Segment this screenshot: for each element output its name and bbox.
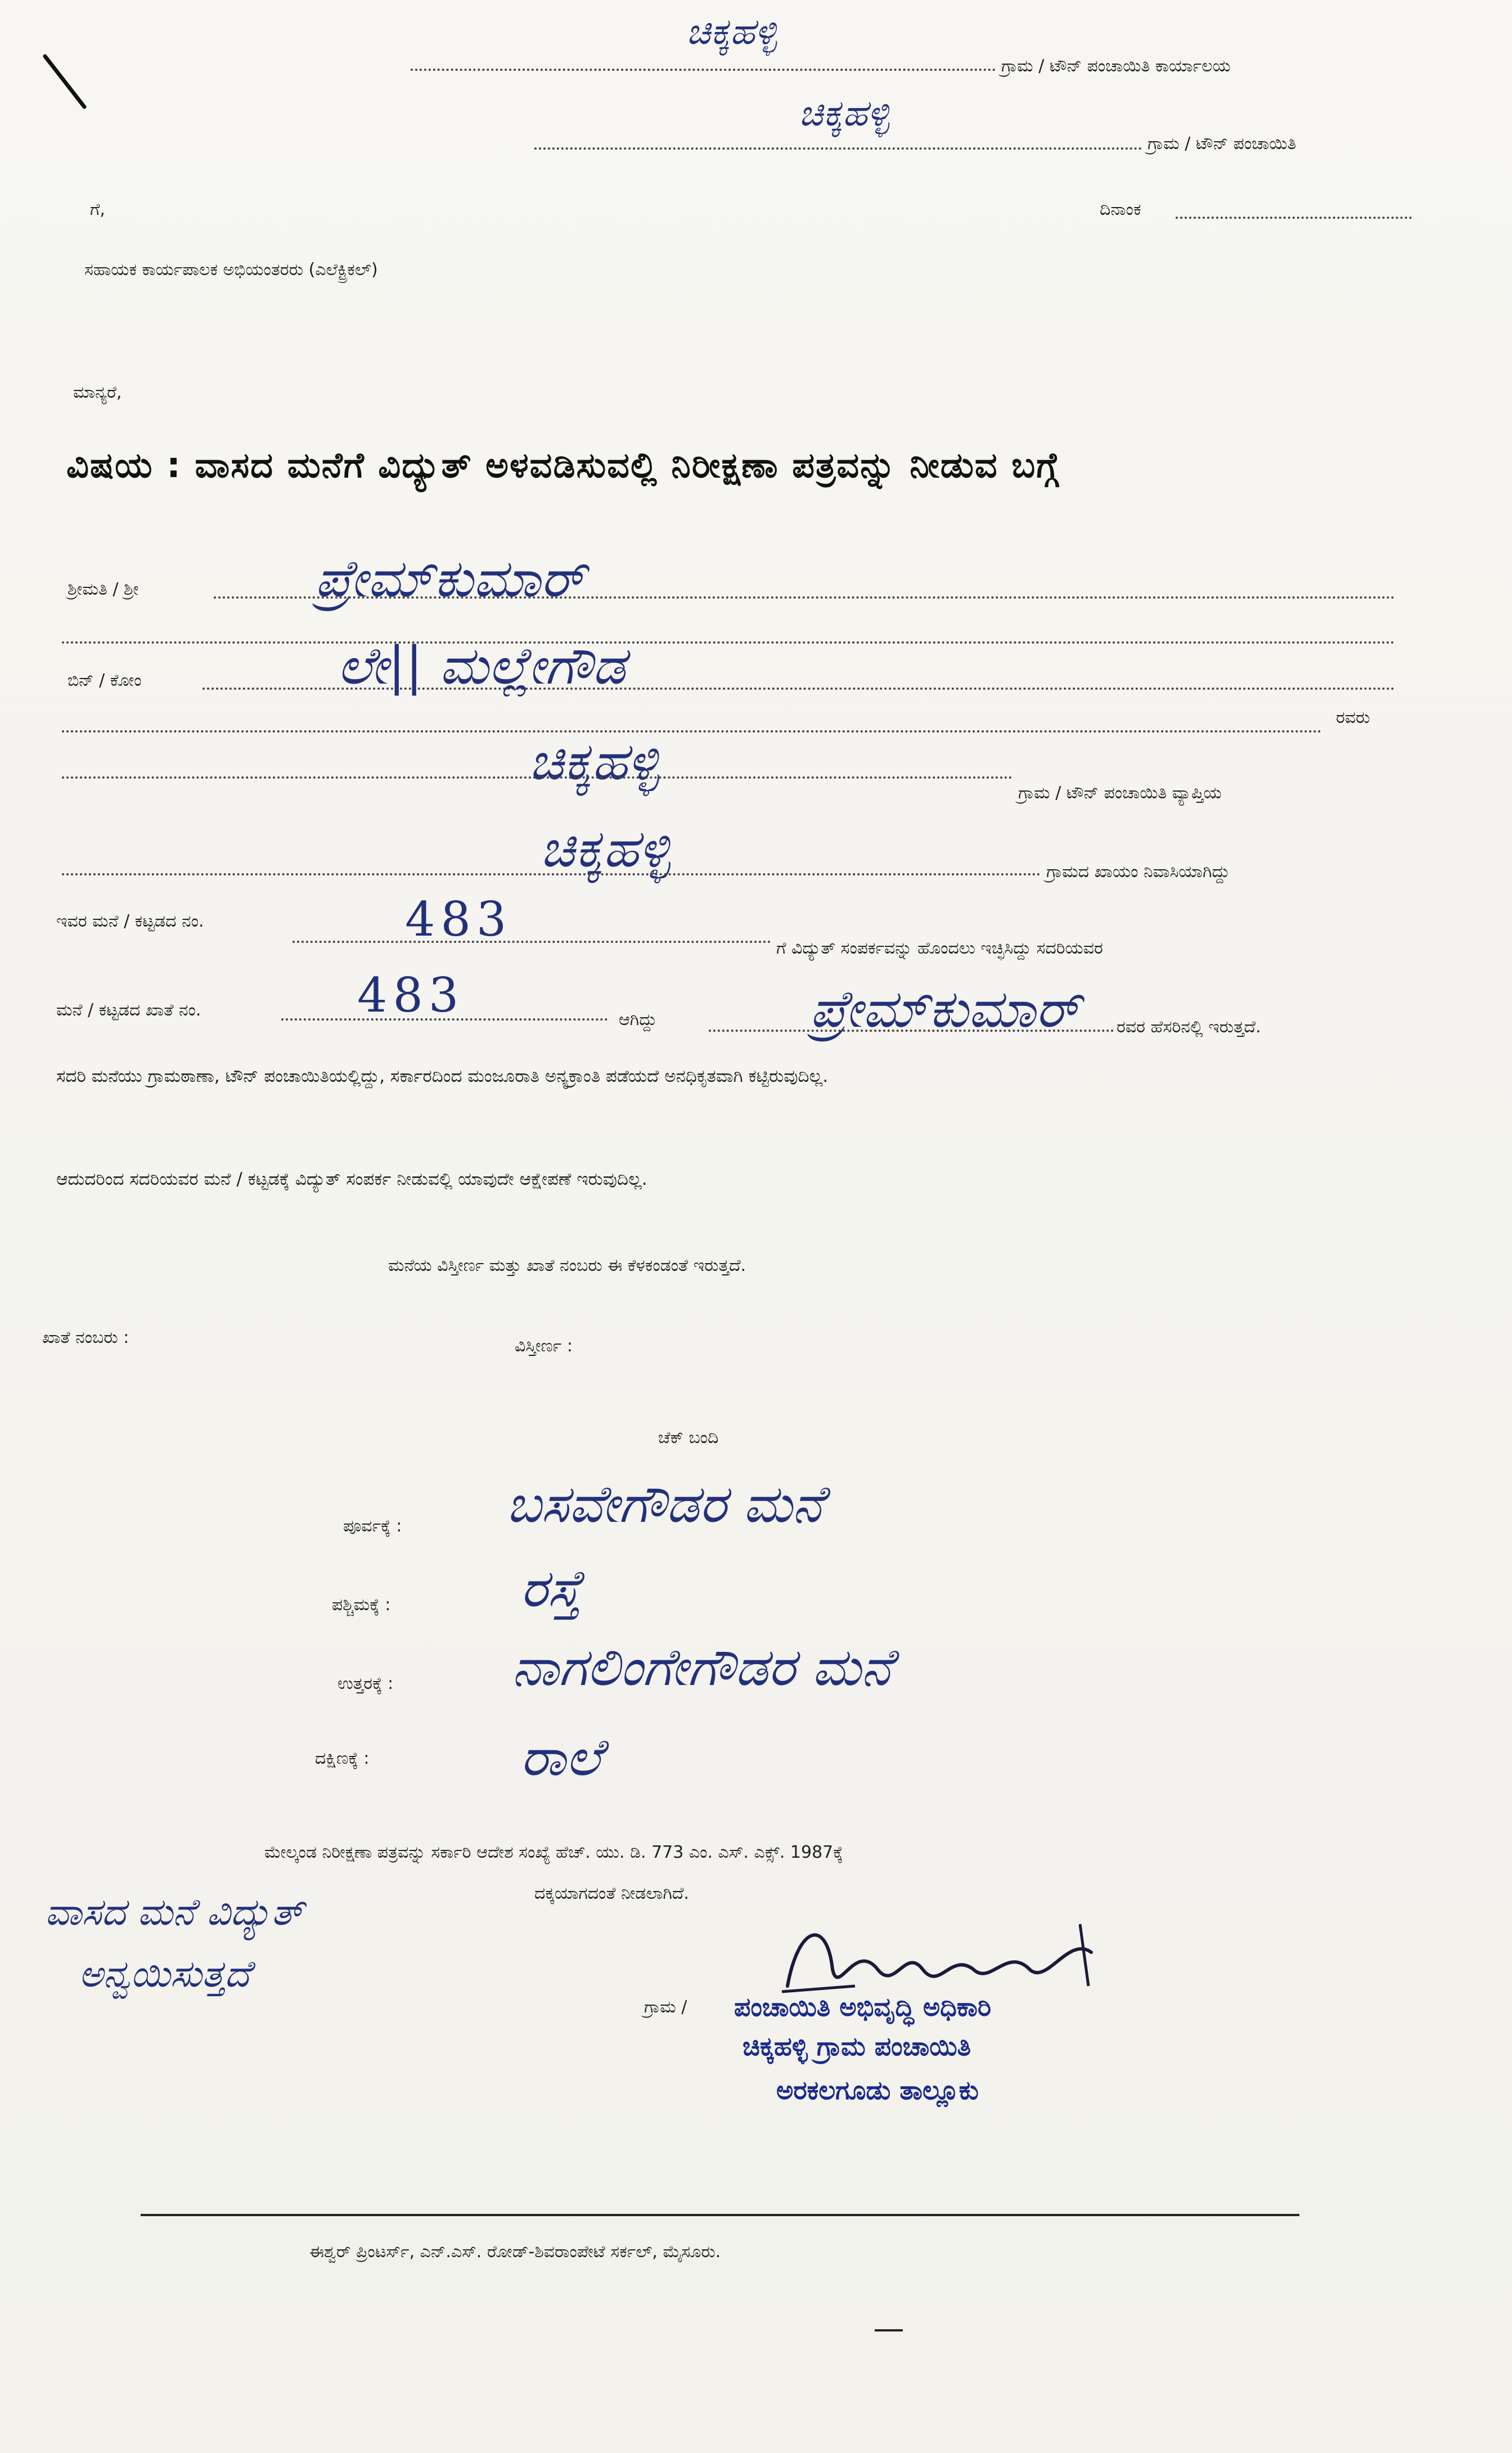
boundary-label: ಚೆಕ್ ಬಂದಿ: [658, 1428, 719, 1448]
handwritten-note-line-2: ಅನ್ವಯಿಸುತ್ತದೆ: [79, 1952, 250, 1996]
west-label: ಪಶ್ಚಿಮಕ್ಕೆ :: [332, 1595, 391, 1615]
handwritten-note-line-1: ವಾಸದ ಮನೆ ವಿದ್ಯುತ್: [45, 1890, 304, 1934]
addressee: ಸಹಾಯಕ ಕಾರ್ಯಪಾಲಕ ಅಭಿಯಂತರರು (ಎಲೆಕ್ಟ್ರಿಕಲ್): [84, 260, 378, 280]
house-no-label: ಇವರ ಮನೆ / ಕಟ್ಟಡದ ನಂ.: [56, 911, 204, 931]
north-label: ಉತ್ತರಕ್ಕೆ :: [338, 1674, 394, 1693]
header-handwritten-panchayat: ಚಿಕ್ಕಹಳ್ಳಿ: [799, 93, 890, 134]
body-line-2: ಆದುದರಿಂದ ಸದರಿಯವರ ಮನೆ / ಕಟ್ಟಡಕ್ಕೆ ವಿದ್ಯುತ್ ಸಂಪರ್ಕ ನೀಡುವಲ್ಲಿ ಯಾವುದೇ ಆಕ್ಷೇಪಣೆ ಇರುವುದಿಲ್ಲ.: [56, 1169, 647, 1189]
south-handwritten: ರಾಲೆ: [520, 1727, 602, 1787]
date-label: ದಿನಾಂಕ: [1100, 200, 1141, 219]
name-dotline-2: [62, 641, 1395, 644]
east-handwritten: ಬಸವೇಗೌಡರ ಮನೆ: [506, 1474, 824, 1534]
north-handwritten: ನಾಗಲಿಂಗೇಗೌಡರ ಮನೆ: [512, 1637, 892, 1697]
house-no-dotline: [292, 941, 771, 943]
resident-label: ಗ್ರಾಮದ ಖಾಯಂ ನಿವಾಸಿಯಾಗಿದ್ದು: [1046, 862, 1230, 882]
ravaru-dotline: [62, 730, 1322, 733]
house-no-tail: ಗೆ ವಿದ್ಯುತ್ ಸಂಪರ್ಕವನ್ನು ಹೊಂದಲು ಇಚ್ಛಿಸಿದ್ದು ಸದರಿಯವರ: [776, 938, 1103, 958]
order-line-2: ದಕ್ಕಯಾಗದಂತೆ ನೀಡಲಾಗಿದೆ.: [534, 1884, 689, 1903]
salutation: ಮಾನ್ಯರೆ,: [73, 383, 122, 402]
date-dotline: [1176, 217, 1412, 219]
area-label: ವಿಸ್ತೀರ್ಣ :: [515, 1336, 573, 1356]
house-no-handwritten: 483: [405, 892, 512, 947]
east-label: ಪೂರ್ವಕ್ಕೆ :: [343, 1516, 402, 1536]
owner-tail: ರವರ ಹೆಸರಿನಲ್ಲಿ ಇರುತ್ತದೆ.: [1117, 1017, 1261, 1037]
corner-pen-mark: [39, 51, 96, 118]
village-label: ಗ್ರಾಮ / ಟೌನ್ ಪಂಚಾಯಿತಿ ವ್ಯಾಪ್ತಿಯ: [1018, 783, 1222, 803]
khata-label: ಮನೆ / ಕಟ್ಟಡದ ಖಾತೆ ನಂ.: [56, 1000, 201, 1020]
stamp-taluk-name: ಅರಕಲಗೂಡು ತಾಲ್ಲೂಕು: [776, 2075, 979, 2105]
village-dotline: [62, 776, 1012, 779]
father-handwritten: ಲೇ|| ಮಲ್ಲೇಗೌಡ: [338, 636, 626, 696]
body-line-1: ಸದರಿ ಮನೆಯು ಗ್ರಾಮಠಾಣಾ, ಟೌನ್ ಪಂಚಾಯಿತಿಯಲ್ಲಿದ್ದು, ಸರ್ಕಾರದಿಂದ ಮಂಜೂರಾತಿ ಅನ್ಯಕ್ರಾಂತಿ ಪಡೆಯದೆ ಅನಧಿಕೃತವಾಗಿ ಕಟ್ಟಿರುವುದಿಲ್ಲ.: [56, 1066, 829, 1086]
resident-dotline: [62, 873, 1041, 875]
header-handwritten-village: ಚಿಕ್ಕಹಳ್ಳಿ: [686, 11, 777, 53]
name-handwritten: ಪ್ರೇಮ್‌ಕುಮಾರ್: [315, 549, 585, 609]
to-label: ಗೆ,: [90, 200, 105, 219]
name-label: ಶ್ರೀಮತಿ / ಶ್ರೀ: [68, 579, 139, 599]
west-handwritten: ರಸ್ತೆ: [520, 1558, 582, 1619]
owner-handwritten: ಪ್ರೇಮ್‌ಕುಮಾರ್: [810, 979, 1080, 1039]
body-line-3: ಮನೆಯ ವಿಸ್ತೀರ್ಣ ಮತ್ತು ಖಾತೆ ನಂಬರು ಈ ಕೆಳಕಂಡಂತೆ ಇರುತ್ತದೆ.: [388, 1256, 746, 1275]
footer-rule: [141, 2214, 1299, 2216]
grama-label: ಗ್ರಾಮ /: [644, 1997, 687, 2017]
header-office-label: ಗ್ರಾಮ / ಟೌನ್ ಪಂಚಾಯಿತಿ ಕಾರ್ಯಾಲಯ: [1001, 56, 1231, 76]
agiddu-label: ಆಗಿದ್ದು: [619, 1010, 657, 1030]
subject-line: ವಿಷಯ : ವಾಸದ ಮನೆಗೆ ವಿದ್ಯುತ್ ಅಳವಡಿಸುವಲ್ಲಿ ನಿರೀಕ್ಷಣಾ ಪತ್ರವನ್ನು ನೀಡುವ ಬಗ್ಗೆ: [66, 444, 1060, 486]
stamp-officer-title: ಪಂಚಾಯಿತಿ ಅಭಿವೃದ್ಧಿ ಅಧಿಕಾರಿ: [734, 1992, 992, 2022]
printer-credit: ಈಶ್ವರ್ ಪ್ರಿಂಟರ್ಸ್, ಎನ್.ಎಸ್. ರೋಡ್-ಶಿವರಾಂಪೇಟೆ ಸರ್ಕಲ್, ಮೈಸೂರು.: [309, 2242, 721, 2262]
father-label: ಬಿನ್ / ಕೋಂ: [68, 671, 142, 690]
resident-handwritten: ಚಿಕ್ಕಹಳ್ಳಿ: [540, 819, 670, 879]
ravaru-label: ರವರು: [1336, 708, 1370, 727]
header-dotline-2: [534, 147, 1142, 150]
village-handwritten: ಚಿಕ್ಕಹಳ್ಳಿ: [529, 731, 659, 792]
header-dotline-1: [411, 69, 996, 71]
khata-handwritten: 483: [357, 968, 465, 1023]
footer-dash: [875, 2329, 903, 2331]
order-line: ಮೇಲ್ಕಂಡ ನಿರೀಕ್ಷಣಾ ಪತ್ರವನ್ನು ಸರ್ಕಾರಿ ಆದೇಶ ಸಂಖ್ಯೆ ಹೆಚ್. ಯು. ಡಿ. 773 ಎಂ. ಎಸ್. ಎಕ್ಸ್. 1987ಕ್ಕೆ: [264, 1843, 843, 1862]
khata-number-label: ಖಾತೆ ನಂಬರು :: [42, 1328, 129, 1347]
stamp-panchayat-name: ಚಿಕ್ಕಹಳ್ಳಿ ಗ್ರಾಮ ಪಂಚಾಯಿತಿ: [742, 2031, 971, 2061]
south-label: ದಕ್ಷಿಣಕ್ಕೆ :: [315, 1749, 370, 1768]
header-panchayat-label: ಗ್ರಾಮ / ಟೌನ್ ಪಂಚಾಯಿತಿ: [1148, 134, 1297, 154]
